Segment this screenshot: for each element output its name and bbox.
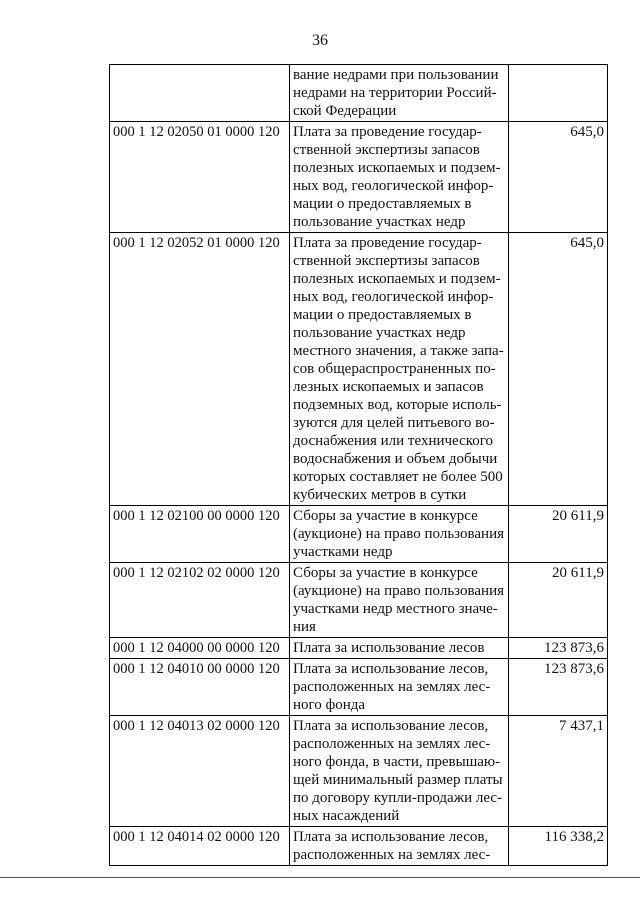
revenue-amount: 645,0 [509, 122, 608, 233]
budget-classification-code: 000 1 12 04014 02 0000 120 [110, 827, 290, 866]
budget-classification-code: 000 1 12 02052 01 0000 120 [110, 233, 290, 506]
revenue-name: Плата за проведение государ- ственной экспертизы запасов полезных ископаемых и подзем- ных вод, геологической инфор- мации о предоставляемых в пользование участках недр местного значения, а также запа- сов общераспространенных по- лезных ископаемых и запасов подземных вод, которые исполь- зуются для целей питьевого во- доснабжения или технического водоснабжения и объем добычи которых составляет не более 500 кубических метров в сутки [290, 233, 509, 506]
revenue-amount: 20 611,9 [509, 563, 608, 638]
table-row [110, 659, 608, 716]
revenue-name: вание недрами при пользовании недрами на территории Россий- ской Федерации [290, 65, 509, 122]
revenue-name: Плата за использование лесов [290, 638, 509, 659]
revenue-amount: 645,0 [509, 233, 608, 506]
revenue-amount: 7 437,1 [509, 716, 608, 827]
budget-classification-code: 000 1 12 02100 00 0000 120 [110, 506, 290, 563]
revenue-amount [509, 65, 608, 122]
table-row [110, 122, 608, 233]
revenue-name: Плата за использование лесов, расположенных на землях лес- ного фонда, в части, превышаю- щей минимальный размер платы по договору купли-продажи лес- ных насаждений [290, 716, 509, 827]
page-number: 36 [312, 32, 328, 49]
table-row [110, 65, 608, 122]
revenue-name: Плата за использование лесов, расположенных на землях лес- ного фонда [290, 659, 509, 716]
budget-classification-code: 000 1 12 02102 02 0000 120 [110, 563, 290, 638]
budget-classification-code: 000 1 12 04010 00 0000 120 [110, 659, 290, 716]
revenue-name: Плата за использование лесов, расположенных на землях лес- [290, 827, 509, 866]
table-row [110, 233, 608, 506]
table-row [110, 827, 608, 866]
budget-classification-code: 000 1 12 04013 02 0000 120 [110, 716, 290, 827]
revenue-name: Плата за проведение государ- ственной экспертизы запасов полезных ископаемых и подзем- ных вод, геологической инфор- мации о предоставляемых в пользование участках недр [290, 122, 509, 233]
budget-classification-code [110, 65, 290, 122]
table-row [110, 563, 608, 638]
revenue-name: Сборы за участие в конкурсе (аукционе) на право пользования участками недр [290, 506, 509, 563]
page-bottom-rule [0, 877, 640, 878]
table-row [110, 716, 608, 827]
revenue-amount: 123 873,6 [509, 638, 608, 659]
revenue-name: Сборы за участие в конкурсе (аукционе) на право пользования участками недр местного значе- ния [290, 563, 509, 638]
revenue-amount: 20 611,9 [509, 506, 608, 563]
table-row [110, 638, 608, 659]
budget-classification-code: 000 1 12 04000 00 0000 120 [110, 638, 290, 659]
budget-revenue-table [109, 64, 608, 866]
revenue-amount: 116 338,2 [509, 827, 608, 866]
budget-classification-code: 000 1 12 02050 01 0000 120 [110, 122, 290, 233]
revenue-amount: 123 873,6 [509, 659, 608, 716]
table-row [110, 506, 608, 563]
